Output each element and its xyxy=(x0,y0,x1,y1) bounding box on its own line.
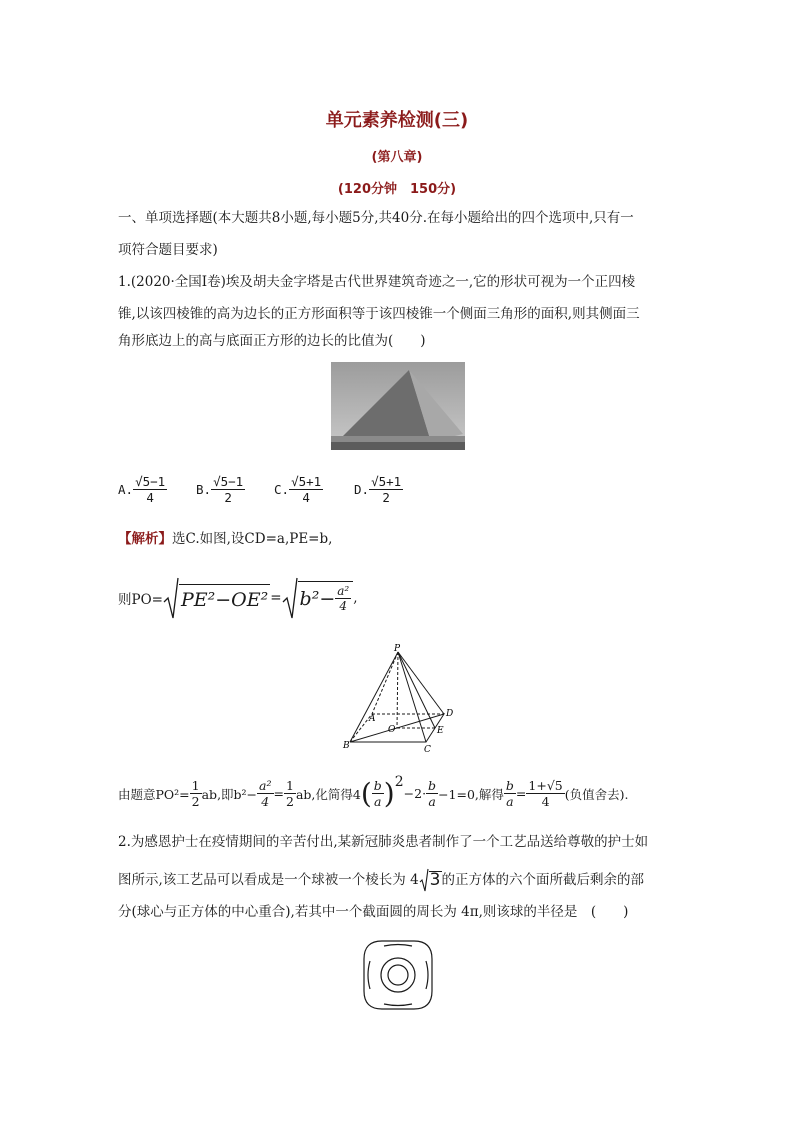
derive-frac-7-den: 4 xyxy=(541,794,550,809)
derive-frac-7 xyxy=(526,778,564,809)
option-c-fraction xyxy=(289,474,323,505)
question-2-line2 xyxy=(118,868,644,892)
option-b-label: B. xyxy=(196,482,212,497)
derive-frac-2 xyxy=(257,778,273,809)
derive-frac-6-den: a xyxy=(506,794,514,809)
option-c-label: C. xyxy=(274,482,290,497)
option-d xyxy=(354,474,403,505)
chapter-label: (第八章) xyxy=(371,150,423,165)
diagram-label-e: E xyxy=(437,726,444,736)
derive-frac-2-num: a² xyxy=(259,778,272,793)
paren-open: ( xyxy=(360,776,372,810)
option-b-fraction xyxy=(211,474,245,505)
derive-text-2: ab,即b²− xyxy=(201,786,258,802)
question-2-radicand: 3 xyxy=(429,870,441,890)
po-prefix: 则PO= xyxy=(118,592,163,608)
time-score-label: (120分钟 150分) xyxy=(337,182,457,197)
derive-frac-5-den: a xyxy=(428,794,436,809)
derive-frac-1 xyxy=(190,778,202,809)
derive-text-3: = xyxy=(273,786,284,801)
option-a xyxy=(118,474,167,505)
diagram-label-d: D xyxy=(446,709,454,719)
derive-frac-2-den: 4 xyxy=(261,794,270,809)
derive-frac-3-den: 2 xyxy=(285,794,294,809)
diagram-label-b: B xyxy=(343,741,350,751)
option-a-fraction xyxy=(133,474,167,505)
derive-text-8: (负值舍去). xyxy=(564,786,629,802)
option-d-denominator: 2 xyxy=(382,490,390,505)
po-radicand-2-denominator: 4 xyxy=(339,599,348,613)
po-radicand-2 xyxy=(298,581,354,613)
derive-text-7: = xyxy=(515,786,527,801)
derive-frac-4-num: b xyxy=(373,778,382,793)
section-heading-line1: 一、单项选择题(本大题共8小题,每小题5分,共40分.在每小题给出的四个选项中,只有一 xyxy=(118,210,634,226)
derive-frac-5 xyxy=(426,778,438,809)
option-c-denominator: 4 xyxy=(302,490,310,505)
section-heading-line2: 项符合题目要求) xyxy=(118,242,218,258)
po-radicand-1: PE²−OE² xyxy=(179,584,270,611)
derive-frac-4 xyxy=(372,778,384,809)
derive-frac-3 xyxy=(284,778,296,809)
derive-frac-4-den: a xyxy=(374,794,382,809)
radical-sign-icon xyxy=(282,576,298,620)
radical-sign-icon xyxy=(419,868,429,892)
option-b-numerator: √5−1 xyxy=(213,474,244,489)
superscript-2: 2 xyxy=(394,774,404,790)
derive-frac-6 xyxy=(504,778,516,809)
question-2-line2-end: 的正方体的六个面所截后剩余的部 xyxy=(441,872,644,888)
option-b xyxy=(196,474,245,505)
craft-sphere-cube-diagram xyxy=(360,937,436,1013)
derive-frac-5-num: b xyxy=(428,778,437,793)
derivation-line xyxy=(118,774,629,810)
derive-text-5: −2· xyxy=(403,786,427,801)
page-title: 单元素养检测(三) xyxy=(325,110,469,131)
derive-text-1: 由题意PO²= xyxy=(118,786,190,802)
po-radicand-2-text: b²− xyxy=(299,587,336,610)
question-1-line2: 锥,以该四棱锥的高为边长的正方形面积等于该四棱锥一个侧面三角形的面积,则其侧面三 xyxy=(118,306,640,322)
po-radicand-2-numerator: a² xyxy=(337,584,350,598)
derive-text-6: −1=0,解得 xyxy=(438,786,504,802)
po-radicand-2-fraction xyxy=(335,584,351,613)
derive-frac-6-num: b xyxy=(505,778,514,793)
option-d-fraction xyxy=(369,474,403,505)
diagram-label-p: P xyxy=(394,644,401,654)
question-2-line3: 分(球心与正方体的中心重合),若其中一个截面圆的周长为 4π,则该球的半径是 ( ) xyxy=(118,904,629,920)
analysis-line1 xyxy=(118,531,332,547)
option-c xyxy=(274,474,323,505)
analysis-text: 选C.如图,设CD=a,PE=b, xyxy=(172,531,333,547)
diagram-label-a: A xyxy=(369,714,376,724)
question-2-line2-start: 图所示,该工艺品可以看成是一个球被一个棱长为 4 xyxy=(118,872,419,888)
pyramid-diagram xyxy=(336,642,466,754)
diagram-label-c: C xyxy=(424,745,431,754)
derive-text-4: ab,化简得4 xyxy=(295,786,361,802)
po-equals: = xyxy=(270,590,282,606)
option-b-denominator: 2 xyxy=(224,490,232,505)
paren-close: ) xyxy=(383,776,395,810)
option-a-denominator: 4 xyxy=(146,490,154,505)
po-formula xyxy=(118,576,358,620)
option-d-label: D. xyxy=(354,482,370,497)
po-suffix: , xyxy=(353,590,358,606)
option-d-numerator: √5+1 xyxy=(371,474,402,489)
option-a-numerator: √5−1 xyxy=(135,474,166,489)
question-1-line1: 1.(2020·全国Ⅰ卷)埃及胡夫金字塔是古代世界建筑奇迹之一,它的形状可视为一个正四棱 xyxy=(118,274,636,290)
diagram-label-o: O xyxy=(388,725,396,735)
derive-frac-7-num: 1+√5 xyxy=(528,778,563,793)
derive-frac-1-den: 2 xyxy=(191,794,200,809)
pyramid-photo xyxy=(331,362,465,450)
derive-frac-3-num: 1 xyxy=(285,778,294,793)
question-1-line3: 角形底边上的高与底面正方形的边长的比值为( ) xyxy=(118,333,426,349)
option-a-label: A. xyxy=(118,482,134,497)
question-2-line1: 2.为感恩护士在疫情期间的辛苦付出,某新冠肺炎患者制作了一个工艺品送给尊敬的护士如 xyxy=(118,834,649,850)
radical-sign-icon xyxy=(163,576,179,620)
derive-frac-1-num: 1 xyxy=(191,778,200,793)
option-c-numerator: √5+1 xyxy=(291,474,322,489)
analysis-tag: 【解析】 xyxy=(118,531,172,547)
